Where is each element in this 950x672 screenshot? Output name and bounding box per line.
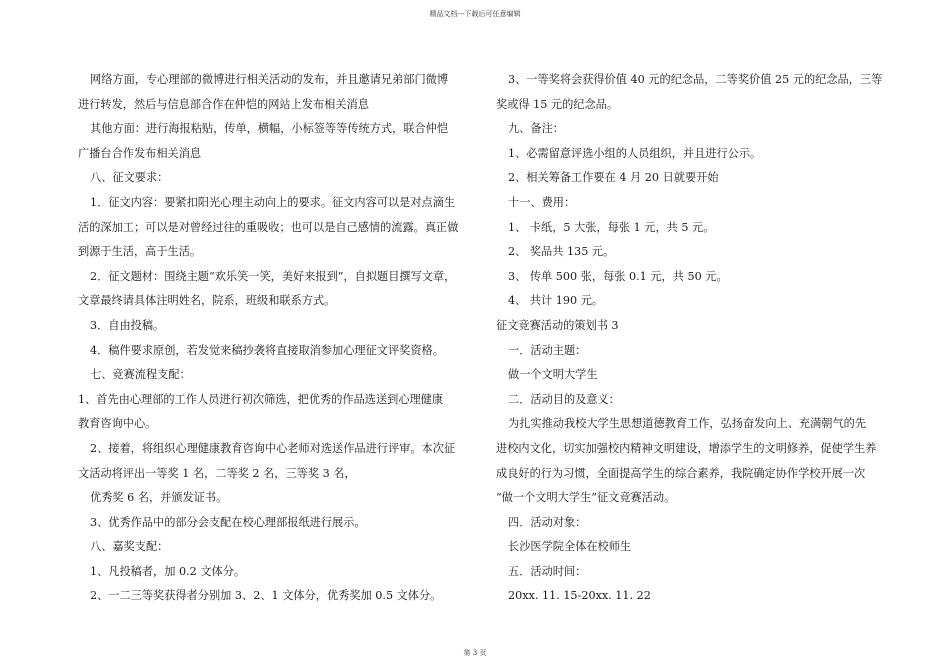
paragraph-line: 进校内文化，切实加强校内精神文明建设，增添学生的文明修养，促使学生养	[496, 441, 877, 455]
paragraph-line: 五．活动时间：	[508, 564, 587, 578]
paragraph-line: 成良好的行为习惯，全面提高学生的综合素养，我院确定协作学校开展一次	[496, 466, 866, 480]
paragraph-line: 文活动将评出一等奖 1 名，二等奖 2 名，三等奖 3 名，	[78, 466, 356, 480]
paragraph-line: 教育咨询中心。	[78, 417, 157, 431]
paragraph-line: 征文竞赛活动的策划书 3	[496, 318, 619, 332]
paragraph-line: 做一个文明大学生	[508, 368, 598, 382]
page-header: 精品文档---下载后可任意编辑	[429, 10, 521, 18]
right-column	[496, 68, 886, 609]
paragraph-line: 一．活动主题：	[508, 343, 587, 357]
paragraph-line: 九、备注：	[508, 122, 564, 136]
paragraph-line: 二．活动目的及意义：	[508, 392, 620, 406]
paragraph-line: 四．活动对象：	[508, 515, 587, 529]
paragraph-line: 长沙医学院全体在校师生	[508, 540, 632, 554]
paragraph-line: 为扎实推动我校大学生思想道德教育工作，弘扬奋发向上、充满朝气的先	[508, 417, 867, 431]
paragraph-line: 1、 卡纸，5 大张，每张 1 元，共 5 元。	[508, 220, 715, 234]
paragraph-line: “做一个文明大学生”征文竞赛活动。	[496, 491, 676, 505]
paragraph-line: 1．征文内容：要紧扣阳光心理主动向上的要求。征文内容可以是对点滴生	[90, 195, 456, 209]
paragraph-line: 网络方面，专心理部的微博进行相关活动的发布，并且邀请兄弟部门微博	[90, 73, 449, 86]
paragraph-line: 1、必需留意评选小组的人员组织，并且进行公示。	[508, 146, 762, 160]
paragraph-line: 八、嘉奖支配：	[90, 540, 169, 554]
paragraph-line: 2．征文题材：围绕主题“欢乐笑一笑，美好来报到”，自拟题目撰写文章，	[90, 269, 456, 283]
paragraph-line: 2、一二三等奖获得者分别加 3、2、1 文体分，优秀奖加 0.5 文体分。	[90, 589, 442, 603]
paragraph-line: 奖或得 15 元的纪念品。	[496, 97, 619, 111]
paragraph-line: 1、首先由心理部的工作人员进行初次筛选，把优秀的作品选送到心理健康	[78, 392, 444, 406]
paragraph-line: 优秀奖 6 名，并颁发证书。	[90, 491, 228, 505]
paragraph-line: 七、竞赛流程支配：	[90, 368, 191, 382]
paragraph-line: 3、优秀作品中的部分会支配在校心理部报纸进行展示。	[90, 515, 366, 529]
paragraph-line: 20xx. 11. 15-20xx. 11. 22	[508, 589, 651, 603]
paragraph-line: 到源于生活，高于生活。	[78, 245, 202, 259]
paragraph-line: 2、相关筹备工作要在 4 月 20 日就要开始	[508, 171, 719, 185]
paragraph-line: 其他方面：进行海报粘贴，传单，横幅，小标签等等传统方式，联合仲恺	[90, 122, 449, 136]
paragraph-line: 1、凡投稿者，加 0.2 文体分。	[90, 564, 246, 578]
left-column	[78, 68, 458, 609]
paragraph-line: 文章最终请具体注明姓名，院系，班级和联系方式。	[78, 294, 336, 308]
paragraph-line: 八、征文要求：	[90, 171, 169, 185]
paragraph-line: 2、接着，将组织心理健康教育咨询中心老师对选送作品进行评审。本次征	[90, 441, 456, 455]
paragraph-line: 3．自由投稿。	[90, 318, 165, 332]
paragraph-line: 2、 奖品共 135 元。	[508, 245, 615, 259]
paragraph-line: 4、 共计 190 元。	[508, 294, 604, 308]
page-number: 第 3 页	[463, 649, 487, 657]
paragraph-line: 活的深加工；可以是对曾经过往的重吸收；也可以是自己感情的流露。真正做	[78, 220, 459, 234]
paragraph-line: 广播台合作发布相关消息	[78, 146, 202, 160]
paragraph-line: 3、一等奖将会获得价值 40 元的纪念品，二等奖价值 25 元的纪念品，三等	[508, 73, 883, 86]
paragraph-line: 4．稿件要求原创，若发觉来稿抄袭将直接取消参加心理征文评奖资格。	[90, 343, 444, 357]
paragraph-line: 3、 传单 500 张，每张 0.1 元，共 50 元。	[508, 269, 728, 283]
paragraph-line: 进行转发，然后与信息部合作在仲恺的网站上发布相关消息	[78, 97, 369, 111]
paragraph-line: 十一、费用：	[508, 195, 576, 209]
